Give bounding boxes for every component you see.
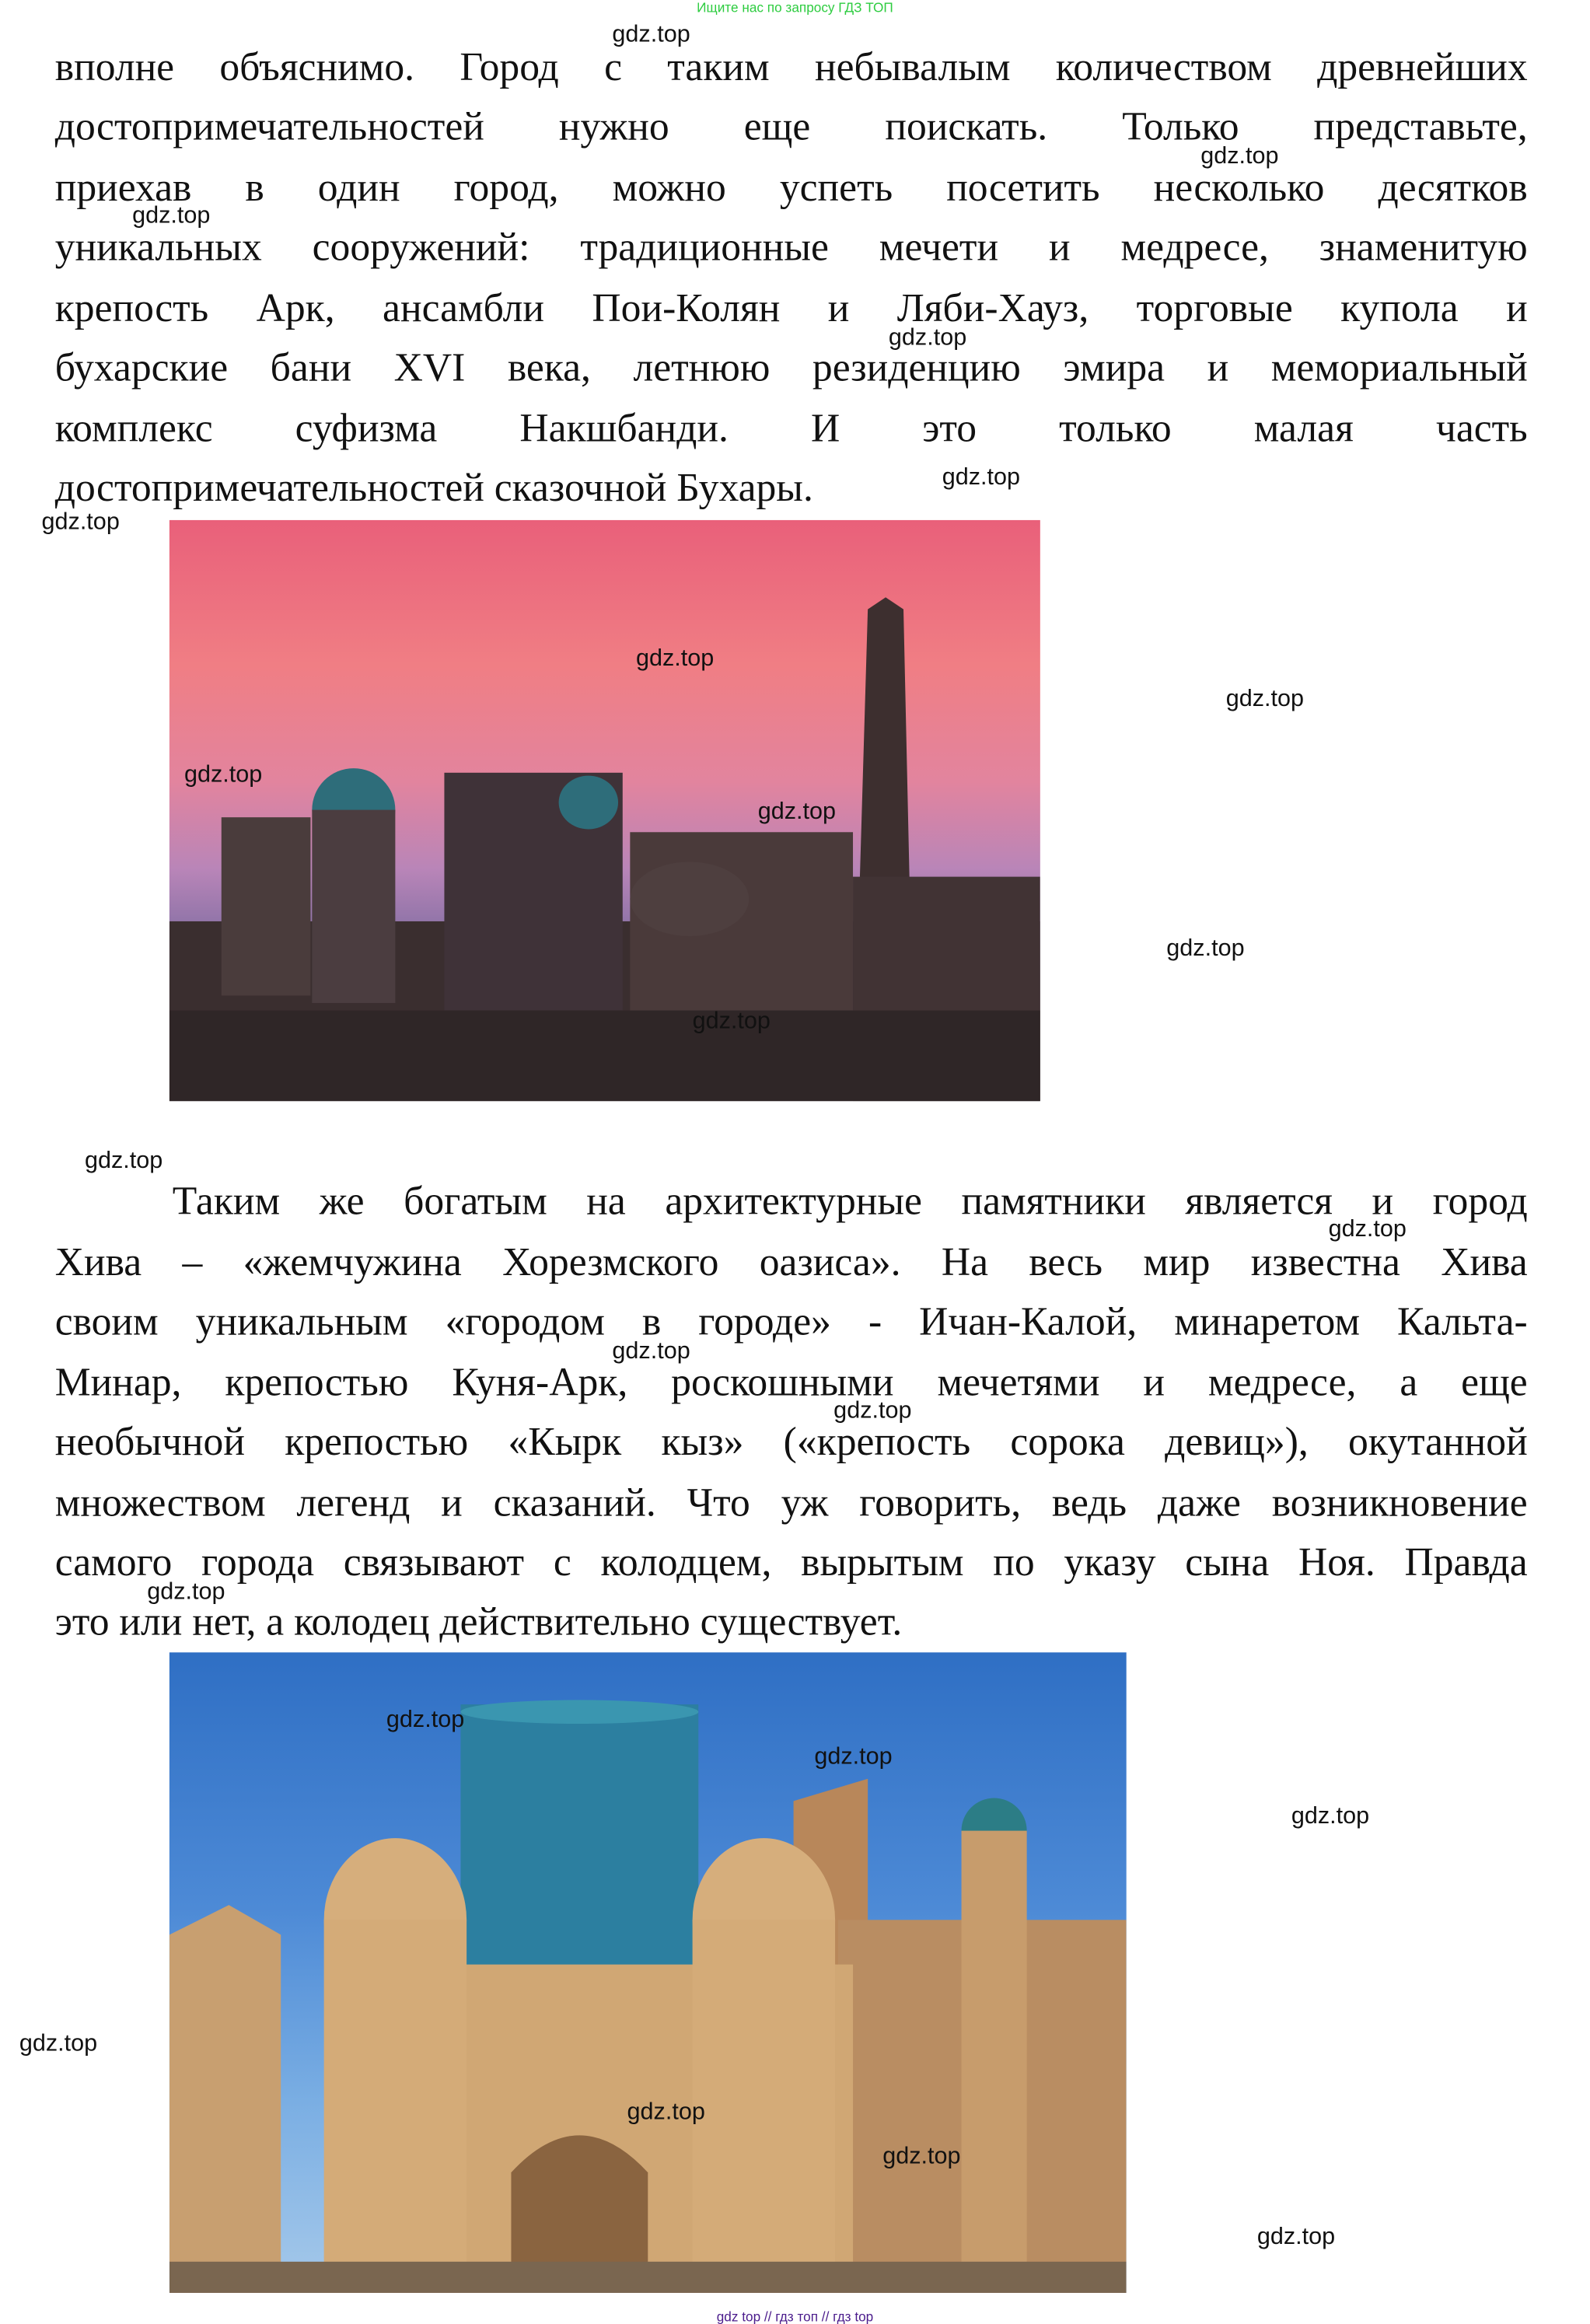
text-line: достопримечательностей нужно еще поискать. Только представьте, bbox=[54, 103, 1528, 149]
watermark: gdz.top bbox=[132, 203, 211, 229]
watermark: gdz.top bbox=[1291, 1804, 1370, 1829]
search-hint-banner: Ищите нас по запросу ГДЗ ТОП bbox=[697, 0, 893, 16]
text-line: крепость Арк, ансамбли Пои-Колян и Ляби-Хауз, торговые купола и bbox=[54, 285, 1528, 330]
watermark: gdz.top bbox=[612, 1338, 690, 1365]
watermark: gdz.top bbox=[757, 799, 837, 825]
text-line: бухарские бани XVI века, летнюю резиденцию эмира и мемориальный bbox=[54, 344, 1528, 390]
text-line: это или нет, а колодец действительно существует. bbox=[54, 1599, 903, 1644]
text-line: достопримечательностей сказочной Бухары. bbox=[54, 465, 813, 510]
watermark: gdz.top bbox=[888, 325, 967, 351]
watermark: gdz.top bbox=[386, 1707, 465, 1733]
khiva-photo bbox=[169, 1652, 1127, 2293]
watermark: gdz.top bbox=[942, 465, 1021, 491]
text-line: множеством легенд и сказаний. Что уж говорить, ведь даже возникновение bbox=[54, 1480, 1528, 1525]
watermark: gdz.top bbox=[183, 762, 263, 788]
text-line: Таким же богатым на архитектурные памятники является и город bbox=[172, 1178, 1528, 1223]
watermark: gdz.top bbox=[882, 2144, 961, 2170]
watermark: gdz.top bbox=[19, 2031, 98, 2057]
watermark: gdz.top bbox=[627, 2099, 705, 2126]
text-line: необычной крепостью «Кырк кыз» («крепость сорока девиц»), окутанной bbox=[54, 1419, 1528, 1464]
watermark: gdz.top bbox=[41, 509, 120, 536]
watermark: gdz.top bbox=[692, 1008, 771, 1035]
watermark: gdz.top bbox=[147, 1579, 225, 1606]
text-line: комплекс суфизма Накшбанди. И это только малая часть bbox=[54, 405, 1528, 451]
text-line: уникальных сооружений: традиционные мечети и медресе, знаменитую bbox=[54, 224, 1528, 269]
text-line: Хива – «жемчужина Хорезмского оазиса». На весь мир известна Хива bbox=[54, 1239, 1528, 1284]
watermark: gdz.top bbox=[635, 646, 715, 672]
watermark: gdz.top bbox=[1256, 2224, 1336, 2250]
text-line: своим уникальным «городом в городе» - Ичан-Калой, минаретом Кальта- bbox=[54, 1298, 1528, 1344]
text-line: Минар, крепостью Куня-Арк, роскошными мечетями и медресе, а еще bbox=[54, 1359, 1528, 1405]
footer-watermark: gdz top // гдз топ // гдз top bbox=[716, 2309, 874, 2324]
watermark: gdz.top bbox=[833, 1398, 912, 1424]
watermark: gdz.top bbox=[814, 1744, 893, 1770]
watermark: gdz.top bbox=[1200, 144, 1279, 169]
watermark: gdz.top bbox=[84, 1148, 163, 1174]
watermark: gdz.top bbox=[1225, 686, 1305, 712]
text-line: вполне объяснимо. Город с таким небывалым количеством древнейших bbox=[54, 44, 1528, 89]
text-line: самого города связывают с колодцем, вырытым по указу сына Ноя. Правда bbox=[54, 1539, 1528, 1585]
bukhara-photo bbox=[169, 520, 1040, 1101]
watermark: gdz.top bbox=[1166, 936, 1245, 962]
watermark: gdz.top bbox=[1328, 1217, 1407, 1242]
watermark: gdz.top bbox=[612, 22, 690, 48]
text-line: приехав в один город, можно успеть посетить несколько десятков bbox=[54, 165, 1528, 210]
